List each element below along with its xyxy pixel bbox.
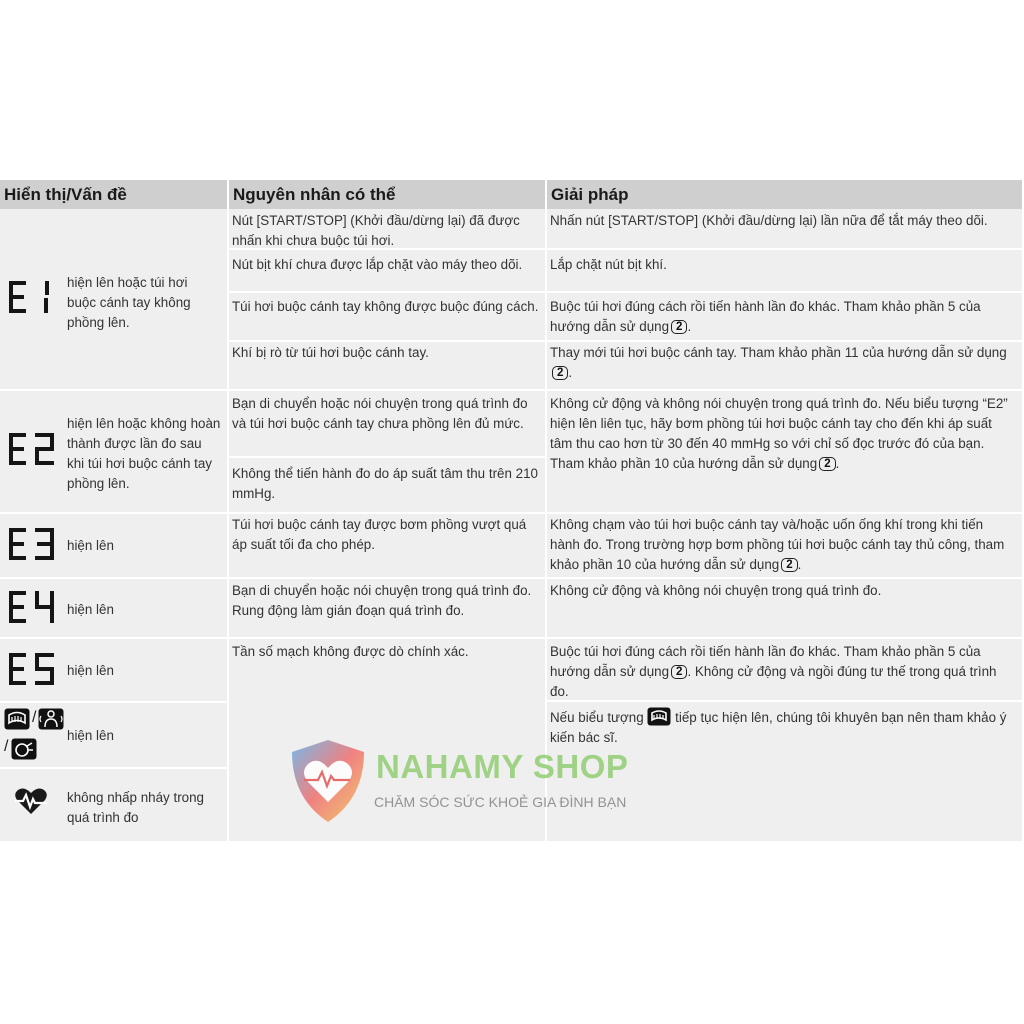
row-divider: [0, 577, 1022, 579]
e1-solution-4-text: Thay mới túi hơi buộc cánh tay. Tham khảo phần 11 của hướng dẫn sử dụng: [550, 345, 1007, 360]
icon-separator: /: [32, 709, 37, 726]
e5-solution-b-tail: tiếp tục hiện lên, chúng tôi khuyên bạn nên tham khảo ý kiến bác sĩ.: [550, 710, 1007, 745]
row-divider: [0, 767, 227, 769]
row-divider: [229, 340, 1022, 342]
e1-solution-3-text: Buộc túi hơi đúng cách rồi tiến hành lần đo khác. Tham khảo phần 5 của hướng dẫn sử dụng: [550, 299, 981, 334]
e5-display-text: hiện lên: [67, 663, 114, 678]
cuff-wrap-icon: [4, 708, 30, 730]
manual-ref-badge: 2: [552, 366, 568, 380]
e4-code-icon: [8, 588, 58, 628]
e4-display-text: hiện lên: [67, 602, 114, 617]
e2-cause-1: Bạn di chuyển hoặc nói chuyện trong quá trình đo và túi hơi buộc cánh tay chưa phồng lên đủ mức.: [232, 396, 528, 431]
shop-watermark: [284, 736, 629, 826]
header-cause: Nguyên nhân có thể: [229, 180, 545, 209]
e5-code-icon: [8, 650, 58, 690]
e1-solution-1: Nhấn nút [START/STOP] (Khởi đầu/dừng lại) lần nữa để tắt máy theo dõi.: [550, 213, 988, 228]
e1-solution-3: Buộc túi hơi đúng cách rồi tiến hành lần đo khác. Tham khảo phần 5 của hướng dẫn sử dụng 2 .: [550, 299, 981, 334]
shield-heart-icon: [284, 736, 372, 826]
column-divider: [227, 180, 229, 841]
e3-code-icon: [8, 525, 58, 565]
e3-solution: Không chạm vào túi hơi buộc cánh tay và/hoặc uốn ống khí trong khi tiến hành đo. Trong trường hợp bơm phồng túi hơi buộc cánh tay thủ công, tham khảo phần 10 của hướng dẫn sử dụng 2 .: [550, 517, 1005, 572]
e1-solution-4: Thay mới túi hơi buộc cánh tay. Tham khảo phần 11 của hướng dẫn sử dụng2 .: [550, 345, 1007, 380]
e2-solution-text: Không cử động và không nói chuyện trong quá trình đo. Nếu biểu tượng “E2” hiện lên liên tục, hãy bơm phồng túi hơi buộc cánh tay cho đến khi áp suất tâm thu cao hơn từ 30 đến 40 mmHg so với chỉ số đọc trước đó của bạn. Tham khảo phần 10 của hướng dẫn sử dụng: [550, 396, 1008, 471]
header-solution: Giải pháp: [547, 180, 1022, 209]
e2-cause-2: Không thể tiến hành đo do áp suất tâm thu trên 210 mmHg.: [232, 466, 538, 501]
e1-cause-1: Nút [START/STOP] (Khởi đầu/dừng lại) đã được nhấn khi chưa buộc túi hơi.: [232, 213, 520, 248]
row-divider: [229, 291, 1022, 293]
e4-solution: Không cử động và không nói chuyện trong quá trình đo.: [550, 583, 882, 598]
header-display: Hiển thị/Vấn đề: [0, 180, 227, 209]
e3-display-text: hiện lên: [67, 538, 114, 553]
e4-cause: Bạn di chuyển hoặc nói chuyện trong quá trình đo. Rung động làm gián đoạn quá trình đo.: [232, 583, 532, 618]
row-divider: [0, 701, 227, 703]
e1-display-text: hiện lên hoặc túi hơi buộc cánh tay không phồng lên.: [67, 275, 191, 330]
e5-solution-b-head: Nếu biểu tượng: [550, 710, 644, 725]
e2-display-text: hiện lên hoặc không hoàn thành được lần đo sau khi túi hơi buộc cánh tay phồng lên.: [67, 416, 221, 491]
row-divider: [0, 389, 1022, 391]
manual-ref-badge: 2: [819, 457, 835, 471]
cuff-position-icon: [11, 738, 37, 760]
manual-ref-badge: 2: [671, 320, 687, 334]
e1-cause-4: Khí bị rò từ túi hơi buộc cánh tay.: [232, 345, 429, 360]
row-divider: [0, 512, 1022, 514]
manual-ref-badge: 2: [781, 558, 797, 572]
e5-solution-a-tail: . Không cử động và ngồi đúng tư thế trong quá trình đo.: [550, 664, 997, 699]
cuff-wrap-icon: [647, 707, 671, 726]
body-movement-icon: [38, 708, 64, 730]
e1-code-icon: [8, 278, 58, 318]
e5-solution-a: [550, 642, 1016, 702]
watermark-subtitle: CHĂM SÓC SỨC KHOẺ GIA ĐÌNH BẠN: [374, 794, 627, 810]
row-divider: [229, 456, 545, 458]
e3-cause: Túi hơi buộc cánh tay được bơm phồng vượt quá áp suất tối đa cho phép.: [232, 517, 527, 552]
icons-row-display-text: hiện lên: [67, 728, 114, 743]
e2-solution: Không cử động và không nói chuyện trong quá trình đo. Nếu biểu tượng “E2” hiện lên liên tục, hãy bơm phồng túi hơi buộc cánh tay cho đến khi áp suất tâm thu cao hơn từ 30 đến 40 mmHg so với chỉ số đọc trước đó của bạn. Tham khảo phần 10 của hướng dẫn sử dụng 2 .: [550, 396, 1008, 471]
e5-solution-b: [550, 707, 1016, 748]
e1-cause-3: Túi hơi buộc cánh tay không được buộc đúng cách.: [232, 299, 539, 314]
heartbeat-icon: [14, 786, 48, 816]
e3-solution-text: Không chạm vào túi hơi buộc cánh tay và/hoặc uốn ống khí trong khi tiến hành đo. Trong trường hợp bơm phồng túi hơi buộc cánh tay thủ công, tham khảo phần 10 của hướng dẫn sử dụng: [550, 517, 1005, 572]
icon-separator: /: [4, 738, 9, 755]
e2-code-icon: [8, 430, 58, 470]
watermark-title: NAHAMY SHOP: [376, 748, 629, 785]
e1-solution-2: Lắp chặt nút bịt khí.: [550, 257, 667, 272]
e5-solution-a-text: Buộc túi hơi đúng cách rồi tiến hành lần đo khác. Tham khảo phần 5 của hướng dẫn sử dụng: [550, 644, 981, 679]
row-divider: [0, 637, 1022, 639]
heart-row-display-text: không nhấp nháy trong quá trình đo: [67, 790, 204, 825]
manual-ref-badge: 2: [671, 665, 687, 679]
e1-cause-2: Nút bịt khí chưa được lắp chặt vào máy theo dõi.: [232, 257, 523, 272]
e5-cause: Tần số mạch không được dò chính xác.: [232, 644, 469, 659]
